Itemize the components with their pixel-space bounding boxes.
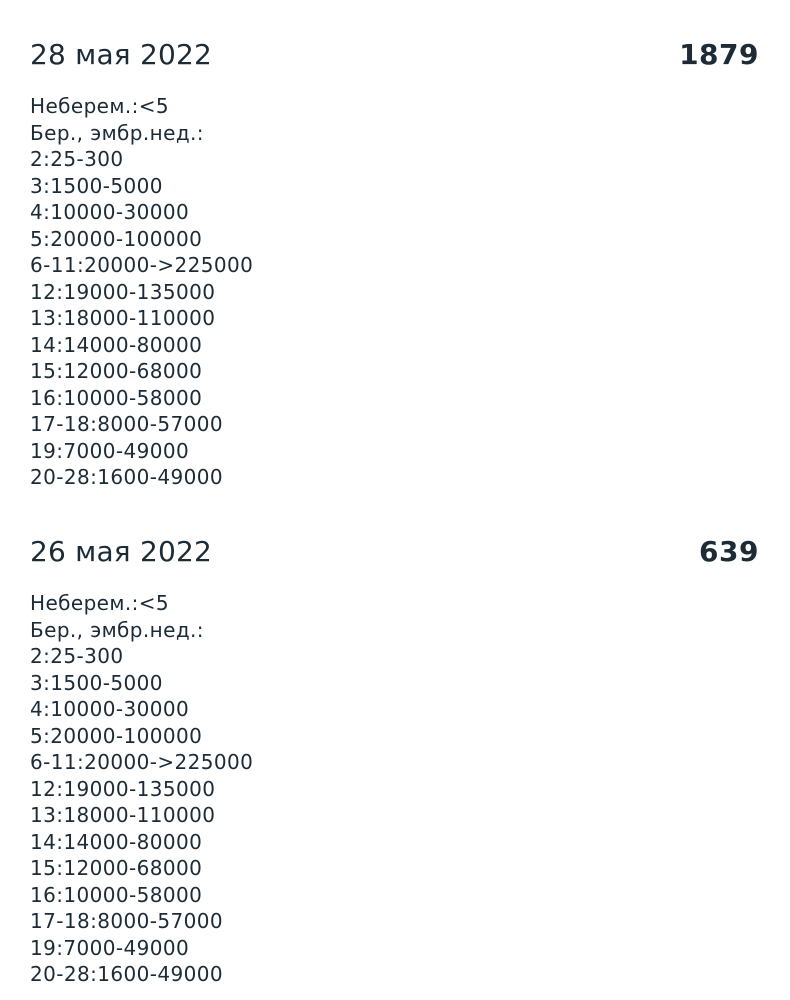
- range-line: 2:25-300: [30, 147, 124, 171]
- range-line: 14:14000-80000: [30, 332, 203, 357]
- range-line: 12:19000-135000: [30, 279, 216, 304]
- range-line: 13:18000-110000: [30, 306, 216, 330]
- range-line: 3:1500-5000: [30, 670, 163, 695]
- range-line: 6-11:20000->225000: [30, 750, 254, 774]
- range-line: 12:19000-135000: [30, 776, 216, 801]
- entry-date: 26 мая 2022: [30, 535, 213, 568]
- range-line: 4:10000-30000: [30, 697, 190, 721]
- range-line: 14:14000-80000: [30, 829, 203, 854]
- range-line: 16:10000-58000: [30, 385, 203, 410]
- range-line: 4:10000-30000: [30, 200, 190, 224]
- entry-date: 28 мая 2022: [30, 38, 213, 71]
- range-line: 20-28:1600-49000: [30, 465, 223, 489]
- range-line: 3:1500-5000: [30, 173, 163, 198]
- range-line: Неберем.:<5: [30, 591, 170, 615]
- entry-value: 639: [699, 535, 759, 568]
- range-line: 5:20000-100000: [30, 226, 203, 251]
- range-line: 17-18:8000-57000: [30, 412, 223, 436]
- range-line: 16:10000-58000: [30, 882, 203, 907]
- range-line: 2:25-300: [30, 644, 124, 668]
- entry-header: [30, 535, 759, 575]
- range-line: Бер., эмбр.нед.:: [30, 617, 204, 642]
- reference-ranges: [30, 93, 759, 491]
- result-entry[interactable]: [30, 535, 759, 988]
- entry-value: 1879: [679, 38, 759, 71]
- range-line: 6-11:20000->225000: [30, 253, 254, 277]
- reference-ranges: [30, 590, 759, 988]
- range-line: 13:18000-110000: [30, 803, 216, 827]
- range-line: 19:7000-49000: [30, 438, 190, 463]
- range-line: 20-28:1600-49000: [30, 962, 223, 986]
- range-line: 17-18:8000-57000: [30, 909, 223, 933]
- range-line: 5:20000-100000: [30, 723, 203, 748]
- range-line: Бер., эмбр.нед.:: [30, 120, 204, 145]
- entry-header: [30, 38, 759, 78]
- result-entry[interactable]: [30, 38, 759, 491]
- range-line: 19:7000-49000: [30, 935, 190, 960]
- range-line: 15:12000-68000: [30, 856, 203, 880]
- range-line: Неберем.:<5: [30, 94, 170, 118]
- range-line: 15:12000-68000: [30, 359, 203, 383]
